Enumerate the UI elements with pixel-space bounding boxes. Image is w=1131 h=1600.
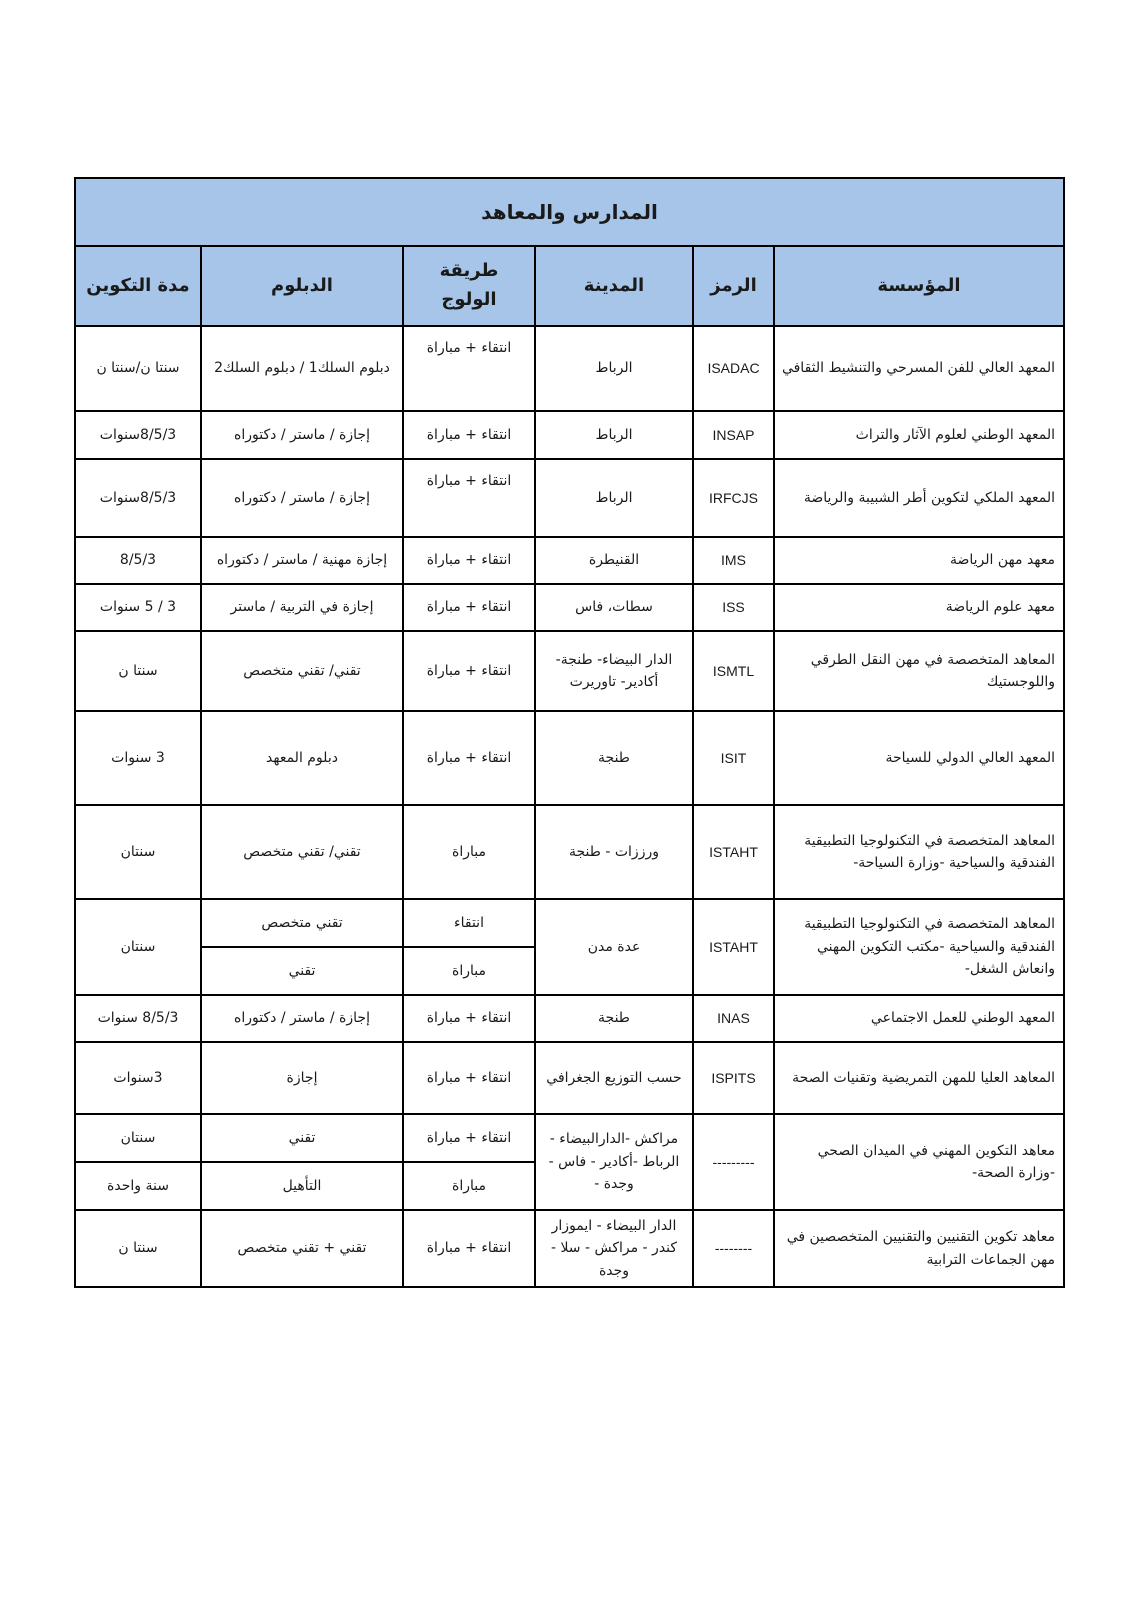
table-row <box>75 899 1064 947</box>
cell-code: IMS <box>693 537 774 584</box>
cell-institution: معاهد تكوين التقنيين والتقنيين المتخصصين في مهن الجماعات الترابية <box>774 1210 1064 1287</box>
table-row <box>75 326 1064 411</box>
cell-code: ISPITS <box>693 1042 774 1114</box>
cell-admission: انتقاء + مباراة <box>403 584 535 631</box>
cell-admission: انتقاء + مباراة <box>403 459 535 537</box>
cell-diploma: تقني <box>201 947 403 995</box>
table-row <box>75 995 1064 1042</box>
cell-duration: 8/5/3سنوات <box>75 459 201 537</box>
cell-city: مراكش -الدارالبيضاء - الرباط -أكادير - فاس - وجدة - <box>535 1114 693 1210</box>
table-row <box>75 1114 1064 1162</box>
header-admission: طريقة الولوج <box>403 246 535 326</box>
header-diploma: الدبلوم <box>201 246 403 326</box>
schools-table <box>74 177 1065 1288</box>
cell-code: ISIT <box>693 711 774 805</box>
table-row <box>75 411 1064 459</box>
cell-admission: مباراة <box>403 947 535 995</box>
cell-duration: سنتان <box>75 1114 201 1162</box>
cell-code: IRFCJS <box>693 459 774 537</box>
cell-code: INSAP <box>693 411 774 459</box>
header-row <box>75 246 1064 326</box>
cell-duration: سنة واحدة <box>75 1162 201 1210</box>
cell-city: سطات، فاس <box>535 584 693 631</box>
table-row <box>75 805 1064 899</box>
title-row <box>75 178 1064 246</box>
cell-admission: انتقاء + مباراة <box>403 537 535 584</box>
cell-city: الدار البيضاء - ايموزار كندر - مراكش - سلا - وجدة <box>535 1210 693 1287</box>
cell-code: -------- <box>693 1210 774 1287</box>
cell-city: طنجة <box>535 995 693 1042</box>
cell-code: ISADAC <box>693 326 774 411</box>
cell-institution: المعهد العالي الدولي للسياحة <box>774 711 1064 805</box>
cell-institution: المعهد العالي للفن المسرحي والتنشيط الثقافي <box>774 326 1064 411</box>
cell-admission: مباراة <box>403 1162 535 1210</box>
table-row <box>75 1210 1064 1287</box>
cell-duration: 3 / 5 سنوات <box>75 584 201 631</box>
cell-admission: انتقاء + مباراة <box>403 1114 535 1162</box>
cell-duration: سنتان <box>75 805 201 899</box>
cell-diploma: دبلوم المعهد <box>201 711 403 805</box>
cell-diploma: دبلوم السلك1 / دبلوم السلك2 <box>201 326 403 411</box>
cell-code: ISTAHT <box>693 899 774 995</box>
cell-duration: سنتا ن/سنتا ن <box>75 326 201 411</box>
header-code: الرمز <box>693 246 774 326</box>
cell-admission: انتقاء <box>403 899 535 947</box>
cell-duration: 8/5/3 <box>75 537 201 584</box>
cell-institution: معهد علوم الرياضة <box>774 584 1064 631</box>
cell-code: INAS <box>693 995 774 1042</box>
table-row <box>75 584 1064 631</box>
cell-city: طنجة <box>535 711 693 805</box>
cell-city: الرباط <box>535 326 693 411</box>
cell-diploma: إجازة في التربية / ماستر <box>201 584 403 631</box>
header-duration: مدة التكوين <box>75 246 201 326</box>
cell-city: حسب التوزيع الجغرافي <box>535 1042 693 1114</box>
cell-diploma: إجازة <box>201 1042 403 1114</box>
header-institution: المؤسسة <box>774 246 1064 326</box>
cell-city: الرباط <box>535 459 693 537</box>
cell-code: ISTAHT <box>693 805 774 899</box>
cell-institution: المعاهد المتخصصة في التكنولوجيا التطبيقية الفندقية والسياحية -مكتب التكوين المهني وانعاش الشغل- <box>774 899 1064 995</box>
cell-code: ISS <box>693 584 774 631</box>
cell-duration: سنتا ن <box>75 631 201 711</box>
cell-code: --------- <box>693 1114 774 1210</box>
cell-diploma: تقني <box>201 1114 403 1162</box>
cell-city: القنيطرة <box>535 537 693 584</box>
cell-admission: انتقاء + مباراة <box>403 1210 535 1287</box>
cell-admission: انتقاء + مباراة <box>403 995 535 1042</box>
cell-institution: المعاهد المتخصصة في مهن النقل الطرقي واللوجستيك <box>774 631 1064 711</box>
table-row <box>75 1042 1064 1114</box>
cell-diploma: إجازة / ماستر / دكتوراه <box>201 411 403 459</box>
cell-city: الدار البيضاء- طنجة- أكادير- تاوريرت <box>535 631 693 711</box>
cell-diploma: تقني/ تقني متخصص <box>201 805 403 899</box>
cell-institution: المعاهد العليا للمهن التمريضية وتقنيات الصحة <box>774 1042 1064 1114</box>
table-row <box>75 711 1064 805</box>
cell-diploma: إجازة / ماستر / دكتوراه <box>201 459 403 537</box>
cell-admission: مباراة <box>403 805 535 899</box>
cell-institution: معاهد التكوين المهني في الميدان الصحي -وزارة الصحة- <box>774 1114 1064 1210</box>
table-row <box>75 537 1064 584</box>
table-title: المدارس والمعاهد <box>75 178 1064 246</box>
table-row <box>75 459 1064 537</box>
cell-city: عدة مدن <box>535 899 693 995</box>
cell-admission: انتقاء + مباراة <box>403 631 535 711</box>
cell-duration: سنتان <box>75 899 201 995</box>
cell-duration: سنتا ن <box>75 1210 201 1287</box>
cell-admission: انتقاء + مباراة <box>403 1042 535 1114</box>
cell-institution: معهد مهن الرياضة <box>774 537 1064 584</box>
cell-diploma: تقني/ تقني متخصص <box>201 631 403 711</box>
cell-institution: المعهد الملكي لتكوين أطر الشبيبة والرياضة <box>774 459 1064 537</box>
cell-diploma: إجازة مهنية / ماستر / دكتوراه <box>201 537 403 584</box>
cell-diploma: تقني متخصص <box>201 899 403 947</box>
cell-diploma: تقني + تقني متخصص <box>201 1210 403 1287</box>
cell-city: الرباط <box>535 411 693 459</box>
cell-duration: 8/5/3 سنوات <box>75 995 201 1042</box>
cell-diploma: التأهيل <box>201 1162 403 1210</box>
cell-diploma: إجازة / ماستر / دكتوراه <box>201 995 403 1042</box>
cell-institution: المعاهد المتخصصة في التكنولوجيا التطبيقية الفندقية والسياحية -وزارة السياحة- <box>774 805 1064 899</box>
cell-duration: 8/5/3سنوات <box>75 411 201 459</box>
table-row <box>75 631 1064 711</box>
cell-duration: 3 سنوات <box>75 711 201 805</box>
cell-duration: 3سنوات <box>75 1042 201 1114</box>
cell-institution: المعهد الوطني للعمل الاجتماعي <box>774 995 1064 1042</box>
cell-admission: انتقاء + مباراة <box>403 711 535 805</box>
cell-institution: المعهد الوطني لعلوم الآثار والتراث <box>774 411 1064 459</box>
cell-code: ISMTL <box>693 631 774 711</box>
header-city: المدينة <box>535 246 693 326</box>
cell-city: ورززات - طنجة <box>535 805 693 899</box>
cell-admission: انتقاء + مباراة <box>403 411 535 459</box>
cell-admission: انتقاء + مباراة <box>403 326 535 411</box>
